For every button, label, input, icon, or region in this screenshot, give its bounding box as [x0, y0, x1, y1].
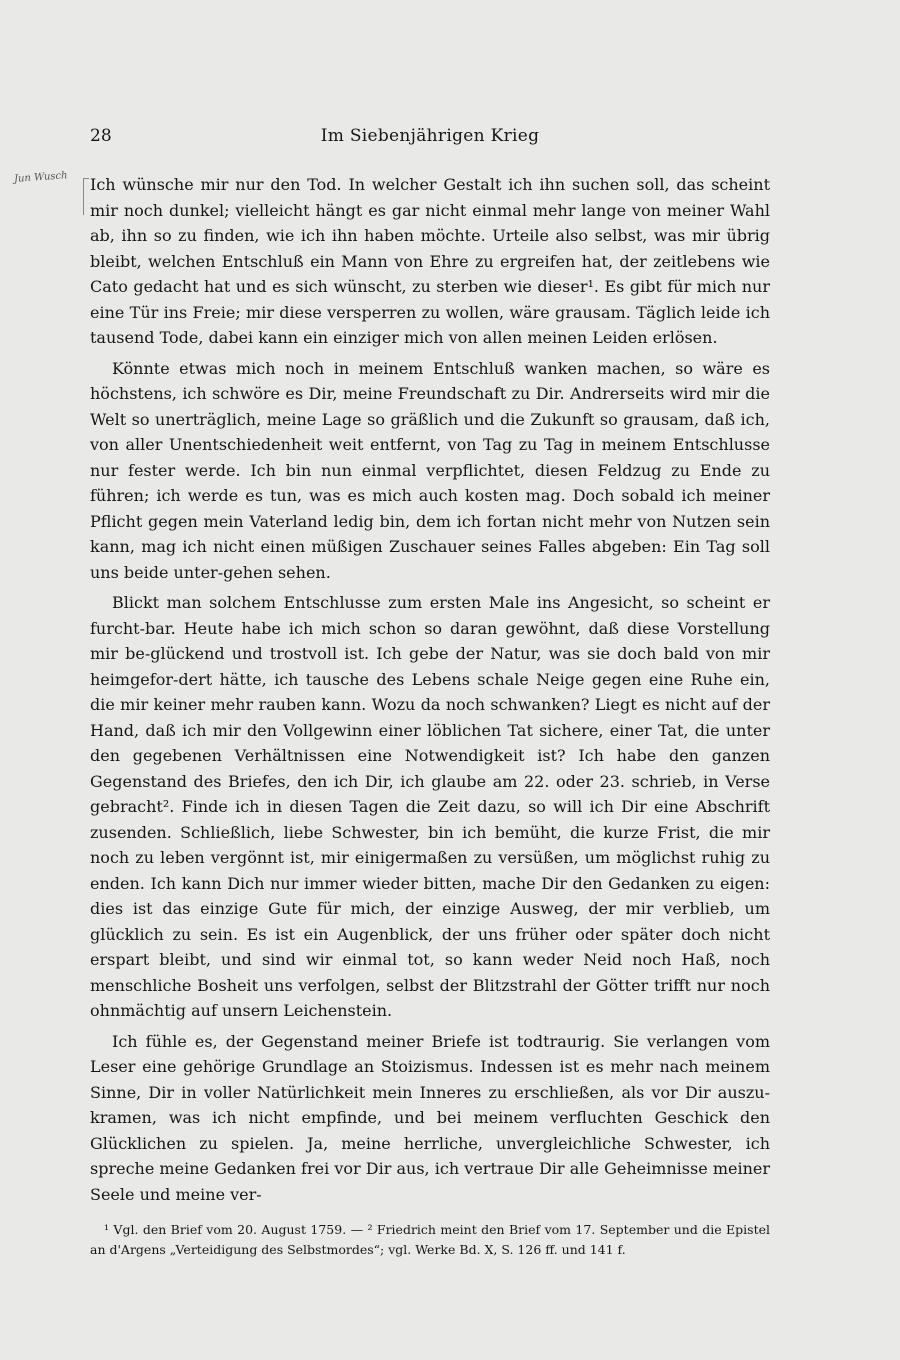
handwritten-margin-note: Jun Wusch: [13, 170, 68, 185]
footnotes: [90, 1220, 770, 1260]
paragraph-4: Ich fühle es, der Gegenstand meiner Briefe ist todtraurig. Sie verlangen vom Leser eine gehörige Grundlage an Stoizismus. Indessen ist es mehr nach meinem Sinne, Dir in voller Natürlichkeit mein Inneres zu erschließen, als vor Dir auszu-kramen, was ich nicht empfinde, und bei meinem verfluchten Geschick den Glücklichen zu spielen. Ja, meine herrliche, unvergleichliche Schwester, ich spreche meine Gedanken frei vor Dir aus, ich vertraue Dir alle Geheimnisse meiner Seele und meine ver-: [90, 1031, 770, 1204]
paragraph-1: Ich wünsche mir nur den Tod. In welcher Gestalt ich ihn suchen soll, das scheint mir noch dunkel; vielleicht hängt es gar nicht einmal mehr lange von meiner Wahl ab, ihn so zu finden, wie ich ihn haben möchte. Urteile also selbst, was mir übrig bleibt, welchen Entschluß ein Mann von Ehre zu ergreifen hat, der zeitlebens wie Cato gedacht hat und es sich wünscht, zu sterben wie dieser¹. Es gibt für mich nur eine Tür ins Freie; mir diese versperren zu wollen, wäre grausam. Täglich leide ich tausend Tode, dabei kann ein einziger mich von allen meinen Leiden erlösen.: [90, 175, 770, 347]
body-text: [90, 172, 770, 1207]
running-title: Im Siebenjährigen Krieg: [320, 126, 540, 146]
page-header: [90, 126, 770, 150]
paragraph-2: Könnte etwas mich noch in meinem Entschluß wanken machen, so wäre es höchstens, ich schwöre es Dir, meine Freundschaft zu Dir. Andrerseits wird mir die Welt so unerträglich, meine Lage so gräßlich und die Zukunft so grausam, daß ich, von aller Unentschiedenheit weit entfernt, von Tag zu Tag in meinem Entschlusse nur fester werde. Ich bin nun einmal verpflichtet, diesen Feldzug zu Ende zu führen; ich werde es tun, was es mich auch kosten mag. Doch sobald ich meiner Pflicht gegen mein Vaterland ledig bin, dem ich fortan nicht mehr von Nutzen sein kann, mag ich nicht einen müßigen Zuschauer seines Falles abgeben: Ein Tag soll uns beide unter-gehen sehen.: [90, 358, 770, 582]
footnote-text: ¹ Vgl. den Brief vom 20. August 1759. — ² Friedrich meint den Brief vom 17. September und die Epistel an d'Argens „Verteidigung des Selbstmordes“; vgl. Werke Bd. X, S. 126 ff. und 141 f.: [90, 1222, 770, 1257]
page-number: 28: [90, 126, 112, 146]
margin-mark: [83, 178, 89, 215]
paragraph-3: Blickt man solchem Entschlusse zum ersten Male ins Angesicht, so scheint er furcht-bar. Heute habe ich mich schon so daran gewöhnt, daß diese Vorstellung mir be-glückend und trostvoll ist. Ich gebe der Natur, was sie doch bald von mir heimgefor-dert hätte, ich tausche des Lebens schale Neige gegen eine Ruhe ein, die mir keiner mehr rauben kann. Wozu da noch schwanken? Liegt es nicht auf der Hand, daß ich mir den Vollgewinn einer löblichen Tat sichere, einer Tat, die unter den gegebenen Verhältnissen eine Notwendigkeit ist? Ich habe den ganzen Gegenstand des Briefes, den ich Dir, ich glaube am 22. oder 23. schrieb, in Verse gebracht². Finde ich in diesen Tagen die Zeit dazu, so will ich Dir eine Abschrift zusenden. Schließlich, liebe Schwester, bin ich bemüht, die kurze Frist, die mir noch zu leben vergönnt ist, mir einigermaßen zu versüßen, um möglichst ruhig zu enden. Ich kann Dich nur immer wieder bitten, mache Dir den Gedanken zu eigen: dies ist das einzige Gute für mich, der einzige Ausweg, der mir verblieb, um glücklich zu sein. Es ist ein Augenblick, der uns früher oder später doch nicht erspart bleibt, und sind wir einmal tot, so kann weder Neid noch Haß, noch menschliche Bosheit uns verfolgen, selbst der Blitzstrahl der Götter trifft nur noch ohnmächtig auf unsern Leichenstein.: [90, 593, 770, 1020]
